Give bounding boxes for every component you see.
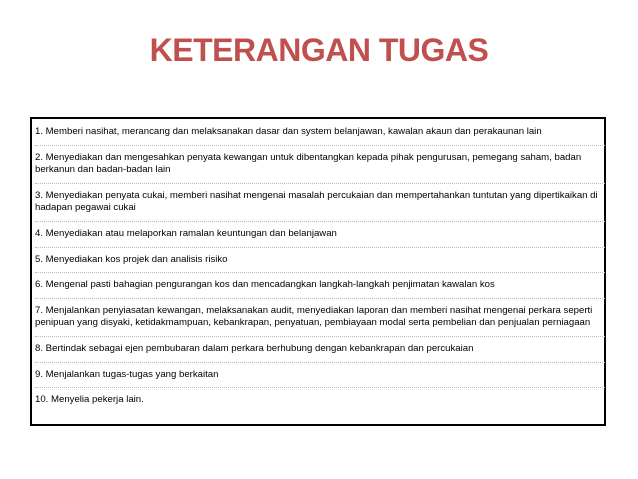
list-item: 8. Bertindak sebagai ejen pembubaran dalam perkara berhubung dengan kebankrapan dan percukaian <box>35 337 605 363</box>
duties-list <box>35 120 605 413</box>
list-item: 7. Menjalankan penyiasatan kewangan, melaksanakan audit, menyediakan laporan dan memberi nasihat mengenai perkara seperti penipuan yang disyaki, ketidakmampuan, kebankrapan, penyatuan, pembiayaan modal serta pembelian dan penjualan perniagaan <box>35 299 605 337</box>
list-item: 10. Menyelia pekerja lain. <box>35 394 144 406</box>
list-item: 2. Menyediakan dan mengesahkan penyata kewangan untuk dibentangkan kepada pihak pengurusan, pemegang saham, badan berkanun dan badan-badan lain <box>35 146 605 184</box>
list-item: 4. Menyediakan atau melaporkan ramalan keuntungan dan belanjawan <box>35 222 605 248</box>
list-item: 6. Mengenal pasti bahagian pengurangan kos dan mencadangkan langkah-langkah penjimatan kawalan kos <box>35 273 605 299</box>
list-item: 9. Menjalankan tugas-tugas yang berkaitan <box>35 363 605 389</box>
list-item: 1. Memberi nasihat, merancang dan melaksanakan dasar dan system belanjawan, kawalan akaun dan perakaunan lain <box>35 120 605 146</box>
list-item: 5. Menyediakan kos projek dan analisis risiko <box>35 248 605 274</box>
page-title: KETERANGAN TUGAS <box>149 32 489 68</box>
list-item: 3. Menyediakan penyata cukai, memberi nasihat mengenai masalah percukaian dan mempertahankan tuntutan yang dipertikaikan di hadapan pegawai cukai <box>35 184 605 222</box>
